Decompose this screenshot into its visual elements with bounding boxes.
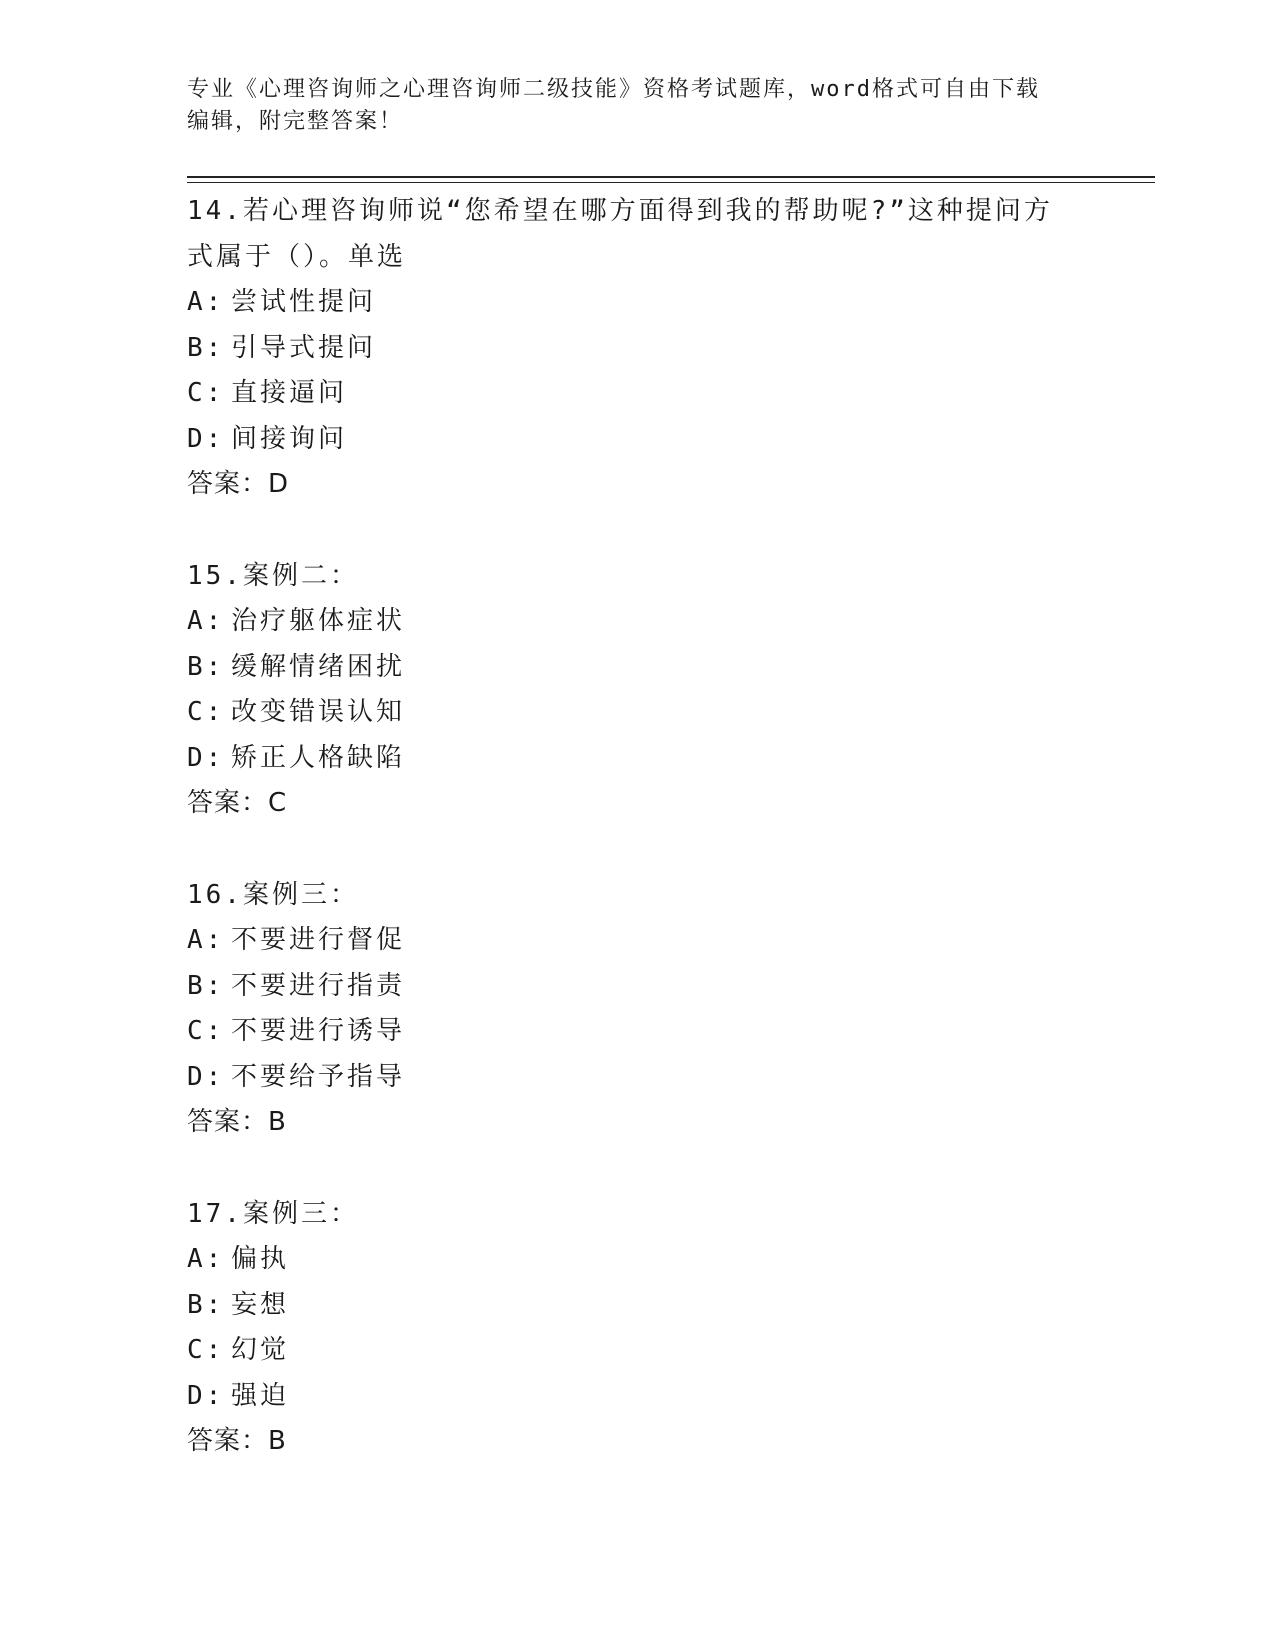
option-a xyxy=(187,918,1087,964)
option-b xyxy=(187,645,1087,691)
option-letter: C: xyxy=(187,378,225,408)
option-text: 缓解情绪困扰 xyxy=(231,651,406,682)
option-text: 偏执 xyxy=(231,1244,290,1274)
question-17 xyxy=(187,1192,1087,1465)
question-14 xyxy=(187,189,1087,508)
option-letter: A: xyxy=(187,606,225,636)
option-c xyxy=(187,1009,1087,1055)
option-letter: C: xyxy=(187,697,225,727)
question-stem: 15.案例二： xyxy=(187,560,359,591)
option-a xyxy=(187,1237,1087,1283)
option-letter: A: xyxy=(187,1244,225,1274)
option-letter: A: xyxy=(187,287,225,317)
answer: 答案：B xyxy=(187,1107,287,1137)
header-divider-thin xyxy=(187,182,1155,183)
question-stem: 16.案例三： xyxy=(187,879,359,910)
option-letter: A: xyxy=(187,925,225,955)
option-b xyxy=(187,326,1087,372)
answer: 答案：C xyxy=(187,788,288,818)
option-text: 治疗躯体症状 xyxy=(231,606,406,636)
option-letter: B: xyxy=(187,651,225,682)
answer: 答案：B xyxy=(187,1426,287,1456)
option-text: 强迫 xyxy=(231,1380,290,1411)
option-letter: C: xyxy=(187,1335,225,1365)
option-letter: D: xyxy=(187,1380,225,1411)
option-d xyxy=(187,1374,1087,1420)
question-stem: 17.案例三： xyxy=(187,1198,359,1229)
option-d xyxy=(187,1055,1087,1101)
option-c xyxy=(187,1328,1087,1374)
option-c xyxy=(187,371,1087,417)
question-stem-continued: 式属于（）。单选 xyxy=(187,241,407,272)
option-b xyxy=(187,1283,1087,1329)
option-d xyxy=(187,736,1087,782)
option-text: 妄想 xyxy=(231,1289,290,1320)
option-a xyxy=(187,280,1087,326)
option-text: 幻觉 xyxy=(231,1335,290,1365)
option-text: 矫正人格缺陷 xyxy=(231,742,406,773)
option-text: 引导式提问 xyxy=(231,332,377,363)
question-15 xyxy=(187,554,1087,827)
option-letter: D: xyxy=(187,1061,225,1092)
question-list xyxy=(187,189,1087,1511)
option-letter: D: xyxy=(187,423,225,454)
option-text: 尝试性提问 xyxy=(231,287,377,317)
option-text: 间接询问 xyxy=(231,423,348,454)
option-text: 不要进行诱导 xyxy=(231,1016,406,1046)
option-letter: B: xyxy=(187,1289,225,1320)
header-line-2: 编辑，附完整答案！ xyxy=(187,109,404,134)
option-text: 改变错误认知 xyxy=(231,697,406,727)
question-16 xyxy=(187,873,1087,1146)
option-letter: B: xyxy=(187,970,225,1001)
option-letter: C: xyxy=(187,1016,225,1046)
option-text: 不要进行督促 xyxy=(231,925,406,955)
option-b xyxy=(187,964,1087,1010)
option-text: 直接逼问 xyxy=(231,378,348,408)
option-letter: B: xyxy=(187,332,225,363)
answer: 答案：D xyxy=(187,469,290,499)
option-text: 不要给予指导 xyxy=(231,1061,406,1092)
option-c xyxy=(187,690,1087,736)
header-divider-thick xyxy=(187,176,1155,178)
option-text: 不要进行指责 xyxy=(231,970,406,1001)
question-stem: 14.若心理咨询师说“您希望在哪方面得到我的帮助呢?”这种提问方 xyxy=(187,196,1053,226)
header-line-1: 专业《心理咨询师之心理咨询师二级技能》资格考试题库，word格式可自由下载 xyxy=(187,77,1040,102)
document-header xyxy=(187,74,1087,138)
option-a xyxy=(187,599,1087,645)
option-d xyxy=(187,417,1087,463)
option-letter: D: xyxy=(187,742,225,773)
